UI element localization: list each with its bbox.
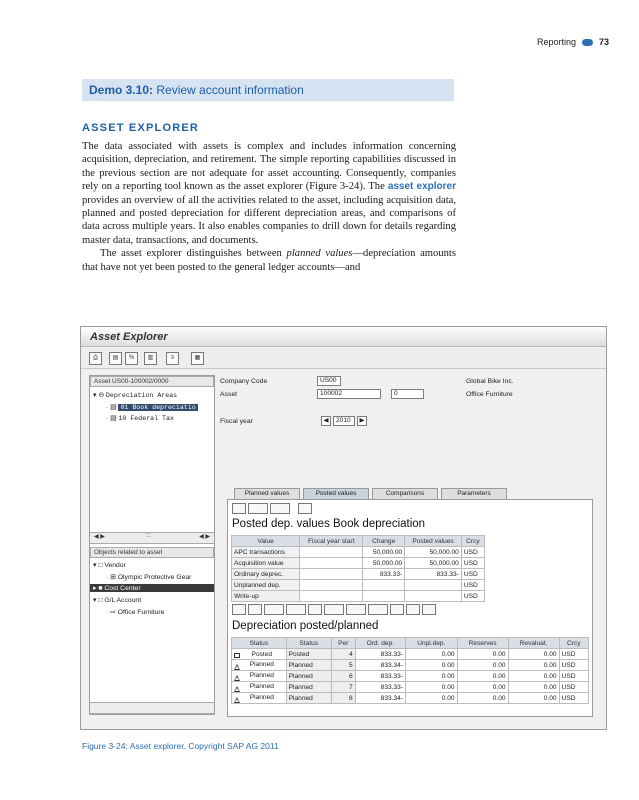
table-cell: 0.00 — [406, 660, 458, 671]
print-icon[interactable] — [232, 604, 246, 615]
paragraph-1 — [82, 140, 456, 247]
table-row — [232, 693, 589, 704]
help-icon[interactable] — [422, 604, 436, 615]
tree-cost-center[interactable]: ▸ ■ Cost Center — [90, 584, 214, 592]
table-cell — [232, 660, 287, 671]
status-text: Planned — [249, 694, 274, 701]
planned-status-icon — [234, 675, 240, 681]
section-heading: ASSET EXPLORER — [82, 122, 200, 134]
table-row — [232, 660, 589, 671]
table-row — [232, 580, 485, 591]
table-cell — [363, 591, 405, 602]
section-dot-icon — [582, 39, 593, 46]
table-cell: 0.00 — [406, 671, 458, 682]
area-10-label: 10 Federal Tax — [118, 415, 174, 422]
table-row — [232, 649, 589, 660]
tree-vendor[interactable]: ▾ □ Vendor — [93, 562, 126, 569]
subtotal-icon[interactable] — [286, 604, 306, 615]
asset-sub-field[interactable]: 0 — [391, 389, 424, 399]
posted-status-icon — [234, 653, 240, 658]
filter-icon[interactable] — [270, 503, 290, 514]
chart-icon[interactable]: ▥ — [144, 352, 157, 365]
column-header: Posted values — [405, 536, 462, 547]
table-cell — [405, 580, 462, 591]
table-cell — [232, 649, 287, 660]
table-row — [232, 671, 589, 682]
table-cell: 5 — [331, 660, 355, 671]
tree-scrollbar-bottom[interactable] — [90, 702, 214, 714]
paragraph-2 — [82, 247, 456, 274]
next-year-button[interactable]: ▶ — [357, 416, 367, 426]
table-cell: 8 — [331, 693, 355, 704]
status-text: Planned — [249, 661, 274, 668]
list-icon: ▤ — [110, 404, 117, 411]
sort-icon[interactable] — [308, 604, 322, 615]
planned-status-icon — [234, 664, 240, 670]
table-row — [232, 558, 485, 569]
table-cell — [232, 693, 287, 704]
table-cell — [300, 569, 363, 580]
gl-account-label: G/L Account — [104, 597, 142, 604]
posted-toolbar — [232, 503, 312, 515]
tree-vendor-name[interactable]: · ⊞ Olympic Protective Gear — [106, 574, 192, 581]
status-text: Planned — [249, 683, 274, 690]
table-cell: USD — [461, 580, 484, 591]
column-header[interactable]: Unpl.dep. — [406, 638, 458, 649]
section-name: Reporting — [536, 37, 576, 47]
column-header: Crcy — [461, 536, 484, 547]
table-cell: 833.33- — [355, 649, 405, 660]
table-cell: 833.34- — [355, 693, 405, 704]
column-header: Change — [363, 536, 405, 547]
asset-description: Office Furniture — [466, 391, 513, 398]
table-cell: 0.00 — [508, 660, 559, 671]
prev-year-button[interactable]: ◀ — [321, 416, 331, 426]
table-cell — [232, 671, 287, 682]
table-cell: 0.00 — [508, 682, 559, 693]
column-header[interactable]: Reserves — [457, 638, 508, 649]
table-cell: 7 — [331, 682, 355, 693]
asset-label: Asset — [220, 391, 237, 398]
area-01-label: 01 Book depreciatio — [120, 404, 196, 411]
table-cell: 6 — [331, 671, 355, 682]
table-cell — [300, 558, 363, 569]
table-cell — [300, 580, 363, 591]
sum-icon[interactable] — [264, 604, 284, 615]
table-cell: 50,000.00 — [363, 558, 405, 569]
list-icon: ▤ — [110, 415, 117, 422]
company-code-field[interactable]: US00 — [317, 376, 341, 386]
tree-gl-name[interactable]: · ⇨ Office Furniture — [106, 609, 165, 616]
table-cell: 0.00 — [457, 649, 508, 660]
table-cell: Planned — [286, 682, 331, 693]
print-icon[interactable]: ⎙ — [89, 352, 102, 365]
tab-comparisons[interactable]: Comparisons — [372, 488, 438, 499]
company-name: Global Bike Inc. — [466, 378, 514, 385]
column-header: Value — [232, 536, 300, 547]
table-row — [232, 591, 485, 602]
table-cell: USD — [461, 547, 484, 558]
table-cell: 0.00 — [508, 649, 559, 660]
vendor-icon: ⊞ — [110, 574, 116, 581]
table-cell: 4 — [331, 649, 355, 660]
table-row — [232, 569, 485, 580]
tree-area-01[interactable]: · ▤ 01 Book depreciatio — [106, 404, 196, 411]
table-cell: Unplanned dep. — [232, 580, 300, 591]
cost-center-label: Cost Center — [104, 585, 141, 592]
table-cell: 50,000.00 — [363, 547, 405, 558]
tree-dep-areas[interactable]: ▾ ⊖ Depreciation Areas — [93, 392, 178, 399]
table-row — [232, 682, 589, 693]
table-cell: USD — [461, 569, 484, 580]
posted-values-table — [231, 535, 485, 602]
demo-title: Review account information — [156, 83, 304, 97]
table-cell: 50,000.00 — [405, 558, 462, 569]
table-cell: Acquisition value — [232, 558, 300, 569]
account-icon: ⇨ — [110, 609, 116, 616]
table-cell: 0.00 — [508, 671, 559, 682]
table-cell: 0.00 — [406, 693, 458, 704]
p2-text-b: —depreciation amounts that have not yet been posted to the general ledger accounts—and — [82, 248, 456, 273]
objects-header: Objects related to asset — [90, 547, 214, 558]
table-cell: Planned — [286, 671, 331, 682]
table-cell: USD — [559, 660, 588, 671]
page-number: 73 — [598, 37, 609, 47]
table-cell: USD — [559, 671, 588, 682]
table-cell: Ordinary deprec. — [232, 569, 300, 580]
dep-title: Depreciation posted/planned — [232, 620, 379, 632]
tree-scrollbar[interactable]: ◀ ▶ ::: ◀ ▶ — [90, 532, 214, 544]
column-header[interactable]: Per — [331, 638, 355, 649]
percent-icon[interactable]: % — [125, 352, 138, 365]
column-header[interactable]: Status — [286, 638, 331, 649]
table-cell: 833.33- — [355, 671, 405, 682]
status-text: Planned — [249, 672, 274, 679]
depreciation-table — [231, 637, 589, 704]
detail-pane — [220, 375, 600, 720]
tab-parameters[interactable]: Parameters — [441, 488, 507, 499]
p2-text-a: The asset explorer distinguishes between — [100, 248, 287, 260]
table-cell — [300, 591, 363, 602]
export-icon[interactable]: ≡ — [166, 352, 179, 365]
column-header[interactable]: Status — [232, 638, 287, 649]
demo-label: Demo 3.10: — [89, 83, 154, 97]
demo-box — [82, 79, 454, 101]
running-head — [537, 37, 609, 47]
asset-explorer-screenshot — [80, 326, 607, 730]
table-cell: 833.33- — [355, 682, 405, 693]
table-cell: Posted — [286, 649, 331, 660]
navigation-tree — [89, 375, 215, 715]
table-cell: APC transactions — [232, 547, 300, 558]
find-icon[interactable]: ▤ — [109, 352, 122, 365]
table-cell: 0.00 — [457, 693, 508, 704]
posted-values-panel — [227, 499, 593, 717]
table-cell — [405, 591, 462, 602]
info-icon[interactable] — [406, 604, 420, 615]
posted-title: Posted dep. values Book depreciation — [232, 518, 426, 530]
column-header[interactable]: Ord. dep. — [355, 638, 405, 649]
tree-area-10[interactable]: · ▤ 10 Federal Tax — [106, 415, 174, 422]
details-icon[interactable] — [232, 503, 246, 514]
table-cell: Planned — [286, 660, 331, 671]
p2-italic: planned values — [286, 248, 353, 260]
p1-text-a: The data associated with assets is complex and includes information concerning acquisition, depreciation, and retirement. The simple reporting capabilities discussed in the previous section are not adequate for asset accounting. Consequently, companies rely on a reporting tool known as the asset explorer (Figure 3-24). The — [82, 141, 456, 193]
keyword-asset-explorer: asset explorer — [387, 181, 456, 193]
column-header[interactable]: Revaluat. — [508, 638, 559, 649]
layout-icon[interactable] — [248, 604, 262, 615]
grid-icon[interactable]: ▦ — [191, 352, 204, 365]
fiscal-year-field[interactable]: 2010 — [333, 416, 355, 426]
table-cell — [232, 682, 287, 693]
sort-icon[interactable] — [248, 503, 268, 514]
company-code-label: Company Code — [220, 378, 268, 385]
view-icon[interactable] — [368, 604, 388, 615]
table-cell: 833.33- — [405, 569, 462, 580]
table-cell: 0.00 — [508, 693, 559, 704]
tab-posted-values[interactable]: Posted values — [303, 488, 369, 499]
figure-caption: Figure 3-24: Asset explorer. Copyright SAP AG 2011 — [82, 741, 279, 751]
export-icon[interactable] — [346, 604, 366, 615]
filter-icon[interactable] — [324, 604, 344, 615]
vendor-name-label: Olympic Protective Gear — [117, 574, 192, 581]
table-row — [232, 547, 485, 558]
table-cell: USD — [559, 649, 588, 660]
vendor-label: Vendor — [104, 562, 126, 569]
dep-toolbar — [232, 604, 436, 616]
fiscal-year-label: Fiscal year — [220, 418, 253, 425]
planned-status-icon — [234, 697, 240, 703]
toolbar — [81, 348, 606, 369]
folder-icon: ■ — [98, 585, 103, 592]
folder-icon: □ — [98, 562, 103, 569]
asset-number-field[interactable]: 100002 — [317, 389, 381, 399]
column-header[interactable]: Crcy — [559, 638, 588, 649]
table-cell: USD — [461, 591, 484, 602]
table-cell — [300, 547, 363, 558]
table-cell: 0.00 — [457, 660, 508, 671]
column-header: Fiscal year start — [300, 536, 363, 547]
folder-icon: □ — [98, 597, 103, 604]
table-cell: USD — [559, 693, 588, 704]
dep-areas-label: Depreciation Areas — [105, 392, 178, 399]
status-text: Posted — [251, 650, 273, 658]
table-cell: Planned — [286, 693, 331, 704]
planned-status-icon — [234, 686, 240, 692]
asset-header: Asset US00-100002/0000 — [90, 376, 214, 387]
table-cell: USD — [559, 682, 588, 693]
table-cell: 833.33- — [363, 569, 405, 580]
table-cell: 0.00 — [406, 682, 458, 693]
window-title: Asset Explorer — [81, 327, 606, 347]
table-cell: 50,000.00 — [405, 547, 462, 558]
table-cell: 0.00 — [457, 682, 508, 693]
body-text — [82, 140, 456, 274]
tab-planned-values[interactable]: Planned values — [234, 488, 300, 499]
table-cell: 0.00 — [406, 649, 458, 660]
folder-open-icon: ⊖ — [98, 392, 105, 399]
gl-name-label: Office Furniture — [117, 609, 165, 616]
table-cell: Write-up — [232, 591, 300, 602]
p1-text-b: provides an overview of all the activities related to the asset, including acquisition data, planned and posted depreciation for different depreciation areas, and comparisons of data across multiple years. It also enables companies to drill down for details regarding master data, transactions, and documents. — [82, 194, 456, 246]
table-cell — [363, 580, 405, 591]
table-cell: USD — [461, 558, 484, 569]
table-cell: 833.34- — [355, 660, 405, 671]
excel-icon[interactable] — [390, 604, 404, 615]
table-cell: 0.00 — [457, 671, 508, 682]
tree-gl-account[interactable]: ▾ □ G/L Account — [93, 597, 142, 604]
info-icon[interactable] — [298, 503, 312, 514]
